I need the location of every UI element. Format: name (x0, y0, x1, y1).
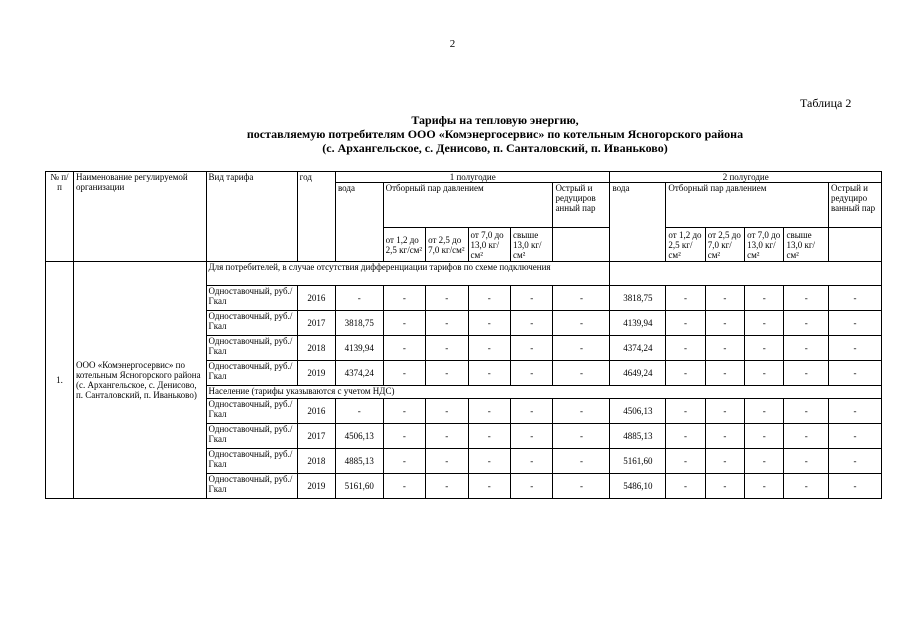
header-row-1 (46, 172, 882, 183)
value-cell-h1-p4: - (510, 449, 552, 474)
value-cell-h1-p4: - (510, 361, 552, 386)
year-cell: 2018 (297, 336, 335, 361)
value-cell-h2-sharp: - (828, 474, 881, 499)
header-h1-p1: от 1,2 до 2,5 кг/см² (383, 228, 425, 262)
section-title: Население (тарифы указываются с учетом НДС) (206, 386, 881, 399)
header-h1-p3: от 7,0 до 13,0 кг/см² (468, 228, 510, 262)
value-cell-h1-sharp: - (553, 424, 610, 449)
value-cell-h1-water: 4885,13 (335, 449, 383, 474)
value-cell-h2-p1: - (666, 361, 705, 386)
title-line-3: (с. Архангельское, с. Денисово, п. Санталовский, п. Иваньково) (322, 141, 668, 155)
value-cell-h2-p4: - (784, 336, 829, 361)
year-cell: 2016 (297, 399, 335, 424)
row-number: 1. (46, 262, 74, 499)
value-cell-h2-p3: - (745, 336, 784, 361)
value-cell-h1-p3: - (468, 474, 510, 499)
value-cell-h2-p3: - (745, 424, 784, 449)
value-cell-h2-p2: - (705, 286, 744, 311)
value-cell-h2-p2: - (705, 424, 744, 449)
value-cell-h1-p1: - (383, 311, 425, 336)
value-cell-h1-water: 4139,94 (335, 336, 383, 361)
header-half-2: 2 полугодие (610, 172, 882, 183)
section-empty-cell (610, 262, 882, 286)
value-cell-h2-sharp: - (828, 449, 881, 474)
value-cell-h1-p1: - (383, 361, 425, 386)
tariff-type-cell: Одноставочный, руб./Гкал (206, 311, 297, 336)
value-cell-h1-p4: - (510, 424, 552, 449)
header-tariff-type: Вид тарифа (206, 172, 297, 262)
header-h2-p4: свыше 13,0 кг/см² (784, 228, 829, 262)
value-cell-h1-p2: - (426, 361, 468, 386)
value-cell-h2-p4: - (784, 399, 829, 424)
tariff-type-cell: Одноставочный, руб./Гкал (206, 474, 297, 499)
tariff-type-cell: Одноставочный, руб./Гкал (206, 424, 297, 449)
value-cell-h2-sharp: - (828, 336, 881, 361)
title-line-2: поставляемую потребителям ООО «Комэнергосервис» по котельным Ясногорского района (246, 127, 744, 141)
value-cell-h2-p2: - (705, 474, 744, 499)
value-cell-h2-p3: - (745, 449, 784, 474)
header-h1-p4: свыше 13,0 кг/см² (510, 228, 552, 262)
header-h2-p1: от 1,2 до 2,5 кг/см² (666, 228, 705, 262)
value-cell-h2-p4: - (784, 474, 829, 499)
value-cell-h1-p4: - (510, 399, 552, 424)
value-cell-h1-p3: - (468, 311, 510, 336)
header-h2-p3: от 7,0 до 13,0 кг/см² (745, 228, 784, 262)
year-cell: 2018 (297, 449, 335, 474)
value-cell-h2-p1: - (666, 399, 705, 424)
value-cell-h1-p1: - (383, 449, 425, 474)
value-cell-h1-p1: - (383, 424, 425, 449)
header-h1-sharp-steam: Острый и редуциров анный пар (553, 183, 610, 228)
value-cell-h2-p2: - (705, 311, 744, 336)
value-cell-h2-p2: - (705, 336, 744, 361)
tariff-type-cell: Одноставочный, руб./Гкал (206, 361, 297, 386)
value-cell-h1-p1: - (383, 336, 425, 361)
header-h2-sharp-steam: Острый и редуциро ванный пар (828, 183, 881, 228)
value-cell-h2-p1: - (666, 474, 705, 499)
header-h2-steam: Отборный пар давлением (666, 183, 829, 228)
header-org: Наименование регулируемой организации (73, 172, 206, 262)
tariff-type-cell: Одноставочный, руб./Гкал (206, 336, 297, 361)
value-cell-h1-sharp: - (553, 399, 610, 424)
page-number: 2 (449, 38, 456, 50)
value-cell-h1-p3: - (468, 286, 510, 311)
value-cell-h1-water: - (335, 286, 383, 311)
value-cell-h1-p3: - (468, 361, 510, 386)
value-cell-h2-water: 4139,94 (610, 311, 666, 336)
value-cell-h2-p3: - (745, 311, 784, 336)
value-cell-h1-sharp: - (553, 361, 610, 386)
value-cell-h1-water: 4506,13 (335, 424, 383, 449)
header-h2-water: вода (610, 183, 666, 262)
value-cell-h2-p4: - (784, 361, 829, 386)
value-cell-h1-water: 3818,75 (335, 311, 383, 336)
value-cell-h1-sharp: - (553, 449, 610, 474)
value-cell-h2-p1: - (666, 449, 705, 474)
value-cell-h2-p3: - (745, 361, 784, 386)
value-cell-h2-water: 5486,10 (610, 474, 666, 499)
value-cell-h2-p3: - (745, 474, 784, 499)
value-cell-h1-p2: - (426, 424, 468, 449)
header-h2-p2: от 2,5 до 7,0 кг/см² (705, 228, 744, 262)
value-cell-h1-p3: - (468, 399, 510, 424)
value-cell-h1-p4: - (510, 474, 552, 499)
value-cell-h1-p4: - (510, 336, 552, 361)
organization-name: ООО «Комэнергосервис» по котельным Ясногорского района (с. Архангельское, с. Денисово, п. Санталовский, п. Иваньково) (73, 262, 206, 499)
value-cell-h2-p3: - (745, 286, 784, 311)
value-cell-h2-p4: - (784, 449, 829, 474)
value-cell-h1-sharp: - (553, 336, 610, 361)
year-cell: 2019 (297, 474, 335, 499)
value-cell-h1-sharp: - (553, 474, 610, 499)
value-cell-h1-p2: - (426, 399, 468, 424)
value-cell-h1-p3: - (468, 424, 510, 449)
tariff-type-cell: Одноставочный, руб./Гкал (206, 286, 297, 311)
value-cell-h2-p1: - (666, 311, 705, 336)
table-label: Таблица 2 (800, 96, 852, 110)
value-cell-h1-sharp: - (553, 286, 610, 311)
value-cell-h2-sharp: - (828, 311, 881, 336)
value-cell-h2-p1: - (666, 424, 705, 449)
year-cell: 2016 (297, 286, 335, 311)
value-cell-h1-p3: - (468, 336, 510, 361)
header-num: № п/п (46, 172, 74, 262)
document-title (180, 113, 810, 155)
header-h1-water: вода (335, 183, 383, 262)
value-cell-h2-sharp: - (828, 361, 881, 386)
value-cell-h2-p1: - (666, 286, 705, 311)
value-cell-h2-sharp: - (828, 286, 881, 311)
value-cell-h2-water: 4506,13 (610, 399, 666, 424)
header-h1-p2: от 2,5 до 7,0 кг/см² (426, 228, 468, 262)
value-cell-h2-p1: - (666, 336, 705, 361)
tariff-table (45, 171, 882, 499)
header-h1-sharp-empty (553, 228, 610, 262)
value-cell-h1-water: 5161,60 (335, 474, 383, 499)
value-cell-h1-p4: - (510, 311, 552, 336)
value-cell-h1-p2: - (426, 286, 468, 311)
value-cell-h1-p1: - (383, 399, 425, 424)
value-cell-h1-water: 4374,24 (335, 361, 383, 386)
year-cell: 2017 (297, 424, 335, 449)
value-cell-h2-sharp: - (828, 399, 881, 424)
value-cell-h1-p2: - (426, 474, 468, 499)
value-cell-h2-p3: - (745, 399, 784, 424)
tariff-type-cell: Одноставочный, руб./Гкал (206, 449, 297, 474)
title-line-1: Тарифы на тепловую энергию, (411, 113, 579, 127)
value-cell-h1-p1: - (383, 286, 425, 311)
value-cell-h1-water: - (335, 399, 383, 424)
tariff-type-cell: Одноставочный, руб./Гкал (206, 399, 297, 424)
header-h2-sharp-empty (828, 228, 881, 262)
year-cell: 2019 (297, 361, 335, 386)
value-cell-h2-p2: - (705, 449, 744, 474)
value-cell-h2-p2: - (705, 399, 744, 424)
header-h1-steam: Отборный пар давлением (383, 183, 553, 228)
section-title: Для потребителей, в случае отсутствия дифференциации тарифов по схеме подключения (206, 262, 610, 286)
value-cell-h2-p4: - (784, 286, 829, 311)
year-cell: 2017 (297, 311, 335, 336)
value-cell-h2-water: 4374,24 (610, 336, 666, 361)
value-cell-h2-p4: - (784, 424, 829, 449)
header-year: год (297, 172, 335, 262)
value-cell-h2-p4: - (784, 311, 829, 336)
header-half-1: 1 полугодие (335, 172, 609, 183)
value-cell-h2-sharp: - (828, 424, 881, 449)
value-cell-h1-p4: - (510, 286, 552, 311)
value-cell-h1-p3: - (468, 449, 510, 474)
value-cell-h2-water: 4885,13 (610, 424, 666, 449)
value-cell-h2-water: 3818,75 (610, 286, 666, 311)
value-cell-h1-p2: - (426, 336, 468, 361)
value-cell-h2-water: 5161,60 (610, 449, 666, 474)
value-cell-h2-water: 4649,24 (610, 361, 666, 386)
value-cell-h1-sharp: - (553, 311, 610, 336)
section-row (46, 262, 882, 286)
value-cell-h1-p2: - (426, 449, 468, 474)
value-cell-h1-p2: - (426, 311, 468, 336)
value-cell-h1-p1: - (383, 474, 425, 499)
value-cell-h2-p2: - (705, 361, 744, 386)
